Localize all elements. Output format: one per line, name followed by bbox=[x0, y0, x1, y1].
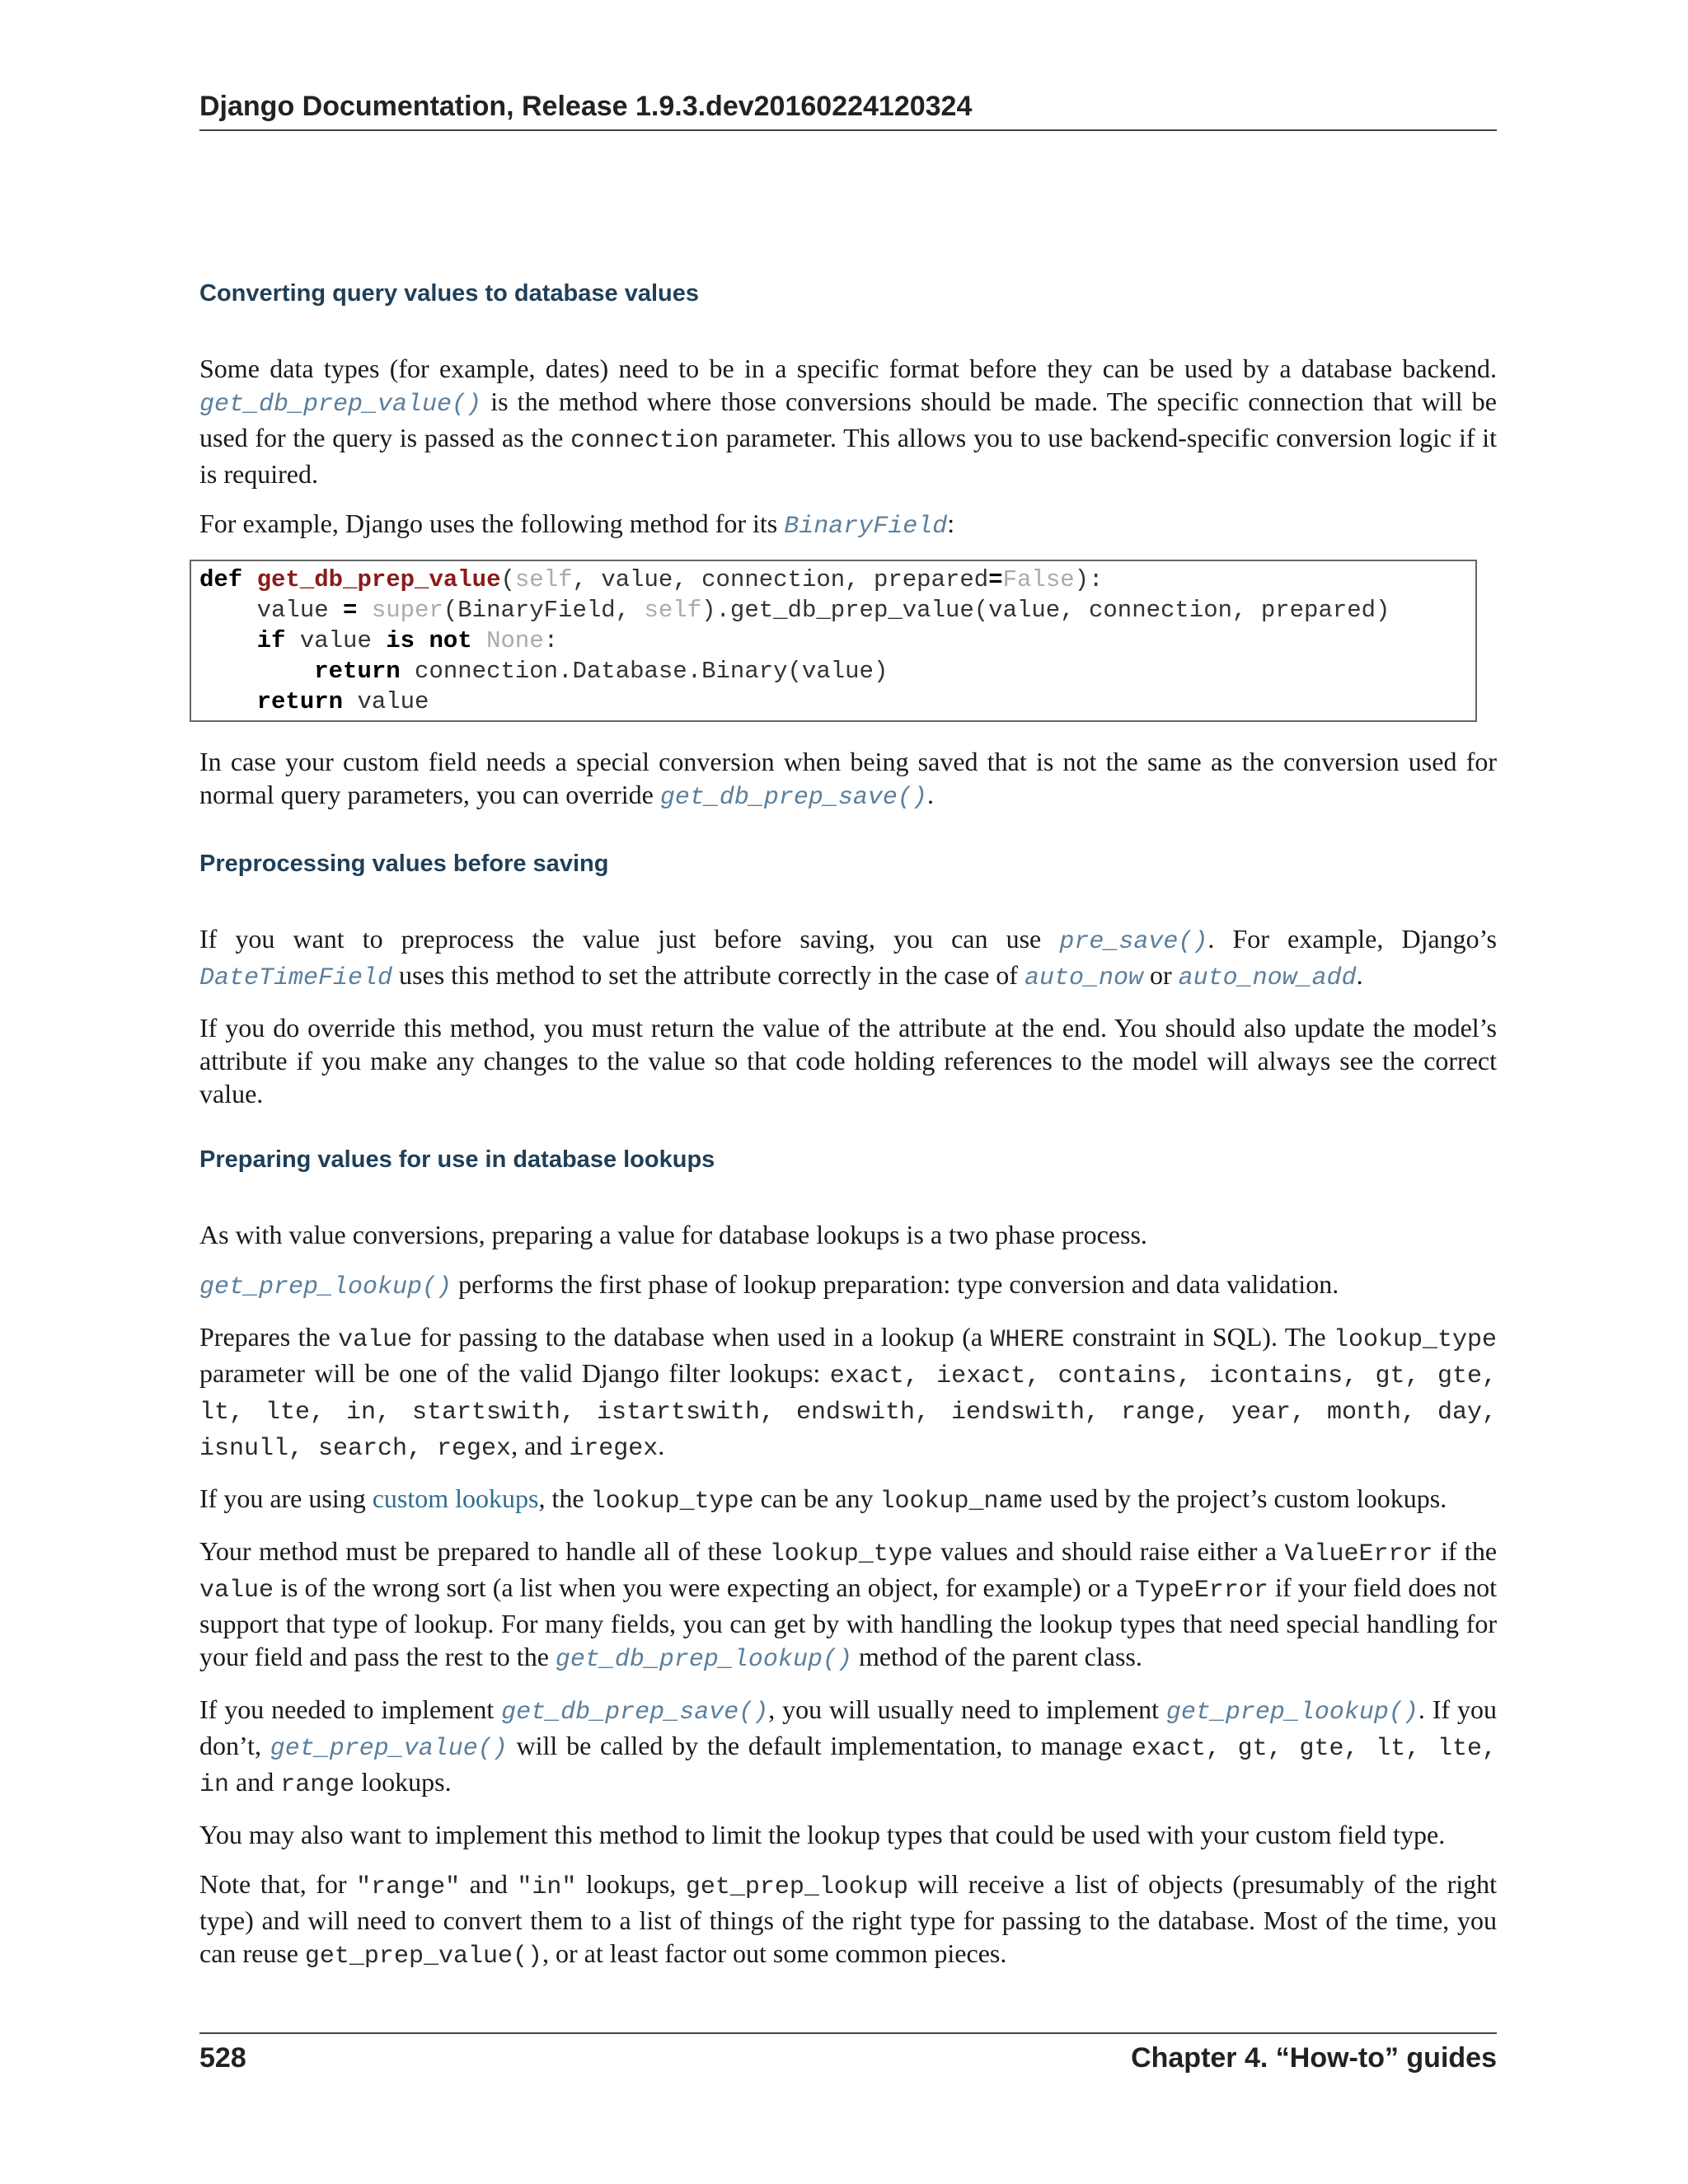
text: . bbox=[1356, 960, 1363, 990]
text: uses this method to set the attribute correctly in the case of bbox=[392, 960, 1025, 990]
inline-code: get_prep_value() bbox=[304, 1943, 542, 1971]
text: constraint in SQL). The bbox=[1064, 1322, 1334, 1352]
text: , and bbox=[511, 1431, 570, 1460]
inline-code: exact, gt, gte, lt, lte, in bbox=[199, 1735, 1498, 1799]
running-footer bbox=[199, 2032, 1497, 2074]
section-preprocessing bbox=[199, 851, 1497, 1110]
text: if the bbox=[1432, 1536, 1498, 1566]
inline-code: value bbox=[199, 1577, 274, 1605]
text: is of the wrong sort (a list when you were expecting an object, for example) or a bbox=[274, 1572, 1135, 1602]
inline-code: ValueError bbox=[1284, 1540, 1433, 1568]
text: is the method where those conversions should be made. The specific connection that will be used for the query is passed as the bbox=[199, 387, 1497, 452]
paragraph bbox=[199, 352, 1497, 490]
text: . If you don’t, bbox=[199, 1694, 1498, 1760]
paragraph bbox=[199, 922, 1497, 995]
paragraph bbox=[199, 1693, 1497, 1802]
text: Your method must be prepared to handle all of these bbox=[199, 1536, 770, 1566]
section-converting bbox=[199, 280, 1497, 814]
ref-auto-now-add[interactable]: auto_now_add bbox=[1178, 964, 1357, 992]
text: , or at least factor out some common pieces. bbox=[542, 1938, 1007, 1968]
paragraph bbox=[199, 745, 1497, 814]
text: , you will usually need to implement bbox=[768, 1694, 1166, 1724]
inline-code: "in" bbox=[517, 1873, 577, 1901]
link-custom-lookups[interactable]: custom lookups bbox=[372, 1483, 539, 1513]
ref-get-db-prep-save[interactable]: get_db_prep_save() bbox=[659, 784, 927, 812]
inline-code: iregex bbox=[569, 1435, 659, 1463]
text: and bbox=[460, 1869, 518, 1899]
ref-get-prep-lookup[interactable]: get_prep_lookup() bbox=[1165, 1699, 1418, 1727]
text: parameter will be one of the valid Django filter lookups: bbox=[199, 1358, 830, 1388]
main-content bbox=[199, 280, 1497, 1990]
ref-get-db-prep-save[interactable]: get_db_prep_save() bbox=[501, 1699, 769, 1727]
ref-pre-save[interactable]: pre_save() bbox=[1059, 928, 1208, 956]
section-heading: Preparing values for use in database lookups bbox=[199, 1146, 715, 1173]
inline-code: range bbox=[280, 1771, 355, 1799]
text: performs the first phase of lookup preparation: type conversion and data validation. bbox=[452, 1269, 1339, 1299]
inline-code: lookup_name bbox=[879, 1488, 1043, 1516]
text: . For example, Django’s bbox=[1207, 924, 1498, 954]
inline-code: value bbox=[338, 1326, 413, 1354]
paragraph bbox=[199, 1868, 1497, 1973]
text: If you are using bbox=[199, 1483, 373, 1513]
inline-code: "range" bbox=[356, 1873, 461, 1901]
inline-code: WHERE bbox=[990, 1326, 1065, 1354]
paragraph: As with value conversions, preparing a value for database lookups is a two phase process. bbox=[199, 1220, 1147, 1249]
paragraph bbox=[199, 1482, 1497, 1518]
inline-code: lookup_type bbox=[590, 1488, 754, 1516]
paragraph bbox=[199, 1535, 1497, 1676]
text: . bbox=[926, 780, 934, 809]
section-heading: Converting query values to database values bbox=[199, 280, 699, 307]
chapter-title: Chapter 4. “How-to” guides bbox=[1131, 2042, 1497, 2074]
inline-code: TypeError bbox=[1134, 1577, 1268, 1605]
text: If you needed to implement bbox=[199, 1694, 502, 1724]
section-heading: Preprocessing values before saving bbox=[199, 851, 609, 877]
text: : bbox=[947, 509, 955, 538]
text: will be called by the default implementation, to manage bbox=[507, 1731, 1132, 1760]
text: can be any bbox=[753, 1483, 880, 1513]
ref-get-db-prep-value[interactable]: get_db_prep_value() bbox=[199, 391, 482, 419]
inline-code: get_prep_lookup bbox=[685, 1873, 908, 1901]
text: used by the project’s custom lookups. bbox=[1043, 1483, 1447, 1513]
paragraph bbox=[199, 507, 1497, 543]
ref-datetimefield[interactable]: DateTimeField bbox=[199, 964, 393, 992]
page-number: 528 bbox=[199, 2042, 246, 2074]
section-preparing bbox=[199, 1146, 1497, 1973]
text: for passing to the database when used in a lookup (a bbox=[412, 1322, 991, 1352]
text: , the bbox=[538, 1483, 591, 1513]
text: method of the parent class. bbox=[851, 1642, 1142, 1671]
text: lookups. bbox=[354, 1767, 452, 1797]
running-header: Django Documentation, Release 1.9.3.dev20160224120324 bbox=[199, 91, 1497, 131]
text: Prepares the bbox=[199, 1322, 339, 1352]
paragraph: If you do override this method, you must return the value of the attribute at the end. You should also update the model’s attribute if you make any changes to the value so that code holding references to the model will always see the correct value. bbox=[199, 1013, 1497, 1108]
ref-binaryfield[interactable]: BinaryField bbox=[784, 513, 948, 541]
text: Some data types (for example, dates) need to be in a specific format before they can be used by a database backend. bbox=[199, 354, 1497, 383]
text: values and should raise either a bbox=[932, 1536, 1285, 1566]
inline-code: lookup_type bbox=[1333, 1326, 1498, 1354]
text: For example, Django uses the following method for its bbox=[199, 509, 785, 538]
inline-code: connection bbox=[570, 427, 720, 455]
text: In case your custom field needs a special conversion when being saved that is not the same as the conversion used for normal query parameters, you can override bbox=[199, 747, 1497, 809]
text: or bbox=[1142, 960, 1179, 990]
text: if your field does not support that type of lookup. For many fields, you can get by with handling the lookup types that need special handling for your field and pass the rest to the bbox=[199, 1572, 1497, 1671]
code-block: def get_db_prep_value(self, value, connection, prepared=False): value = super(BinaryField, self).get_db_prep_value(value, connection, prepared) if value is not None: return connection.Database.Binary(value) return value bbox=[190, 560, 1477, 722]
paragraph bbox=[199, 1320, 1497, 1465]
text: will receive a list of objects (presumably of the right type) and will need to convert them to a list of things of the right type for passing to the database. Most of the time, you can reuse bbox=[199, 1869, 1498, 1968]
inline-code: exact, iexact, contains, icontains, gt, gte, lt, lte, in, startswith, istartswith, endswith, iendswith, range, year, month, day, isnull, search, regex bbox=[199, 1362, 1497, 1463]
text: If you want to preprocess the value just before saving, you can use bbox=[199, 924, 1060, 954]
text: parameter. This allows you to use backend-specific conversion logic if it is required. bbox=[199, 423, 1498, 489]
text: Note that, for bbox=[199, 1869, 357, 1899]
paragraph: You may also want to implement this method to limit the lookup types that could be used with your custom field type. bbox=[199, 1820, 1446, 1849]
ref-auto-now[interactable]: auto_now bbox=[1024, 964, 1143, 992]
text: . bbox=[658, 1431, 665, 1460]
text: lookups, bbox=[576, 1869, 686, 1899]
ref-get-db-prep-lookup[interactable]: get_db_prep_lookup() bbox=[555, 1646, 852, 1674]
ref-get-prep-value[interactable]: get_prep_value() bbox=[270, 1735, 508, 1763]
text: and bbox=[229, 1767, 281, 1797]
inline-code: lookup_type bbox=[769, 1540, 933, 1568]
paragraph bbox=[199, 1268, 1497, 1304]
ref-get-prep-lookup[interactable]: get_prep_lookup() bbox=[199, 1273, 452, 1301]
